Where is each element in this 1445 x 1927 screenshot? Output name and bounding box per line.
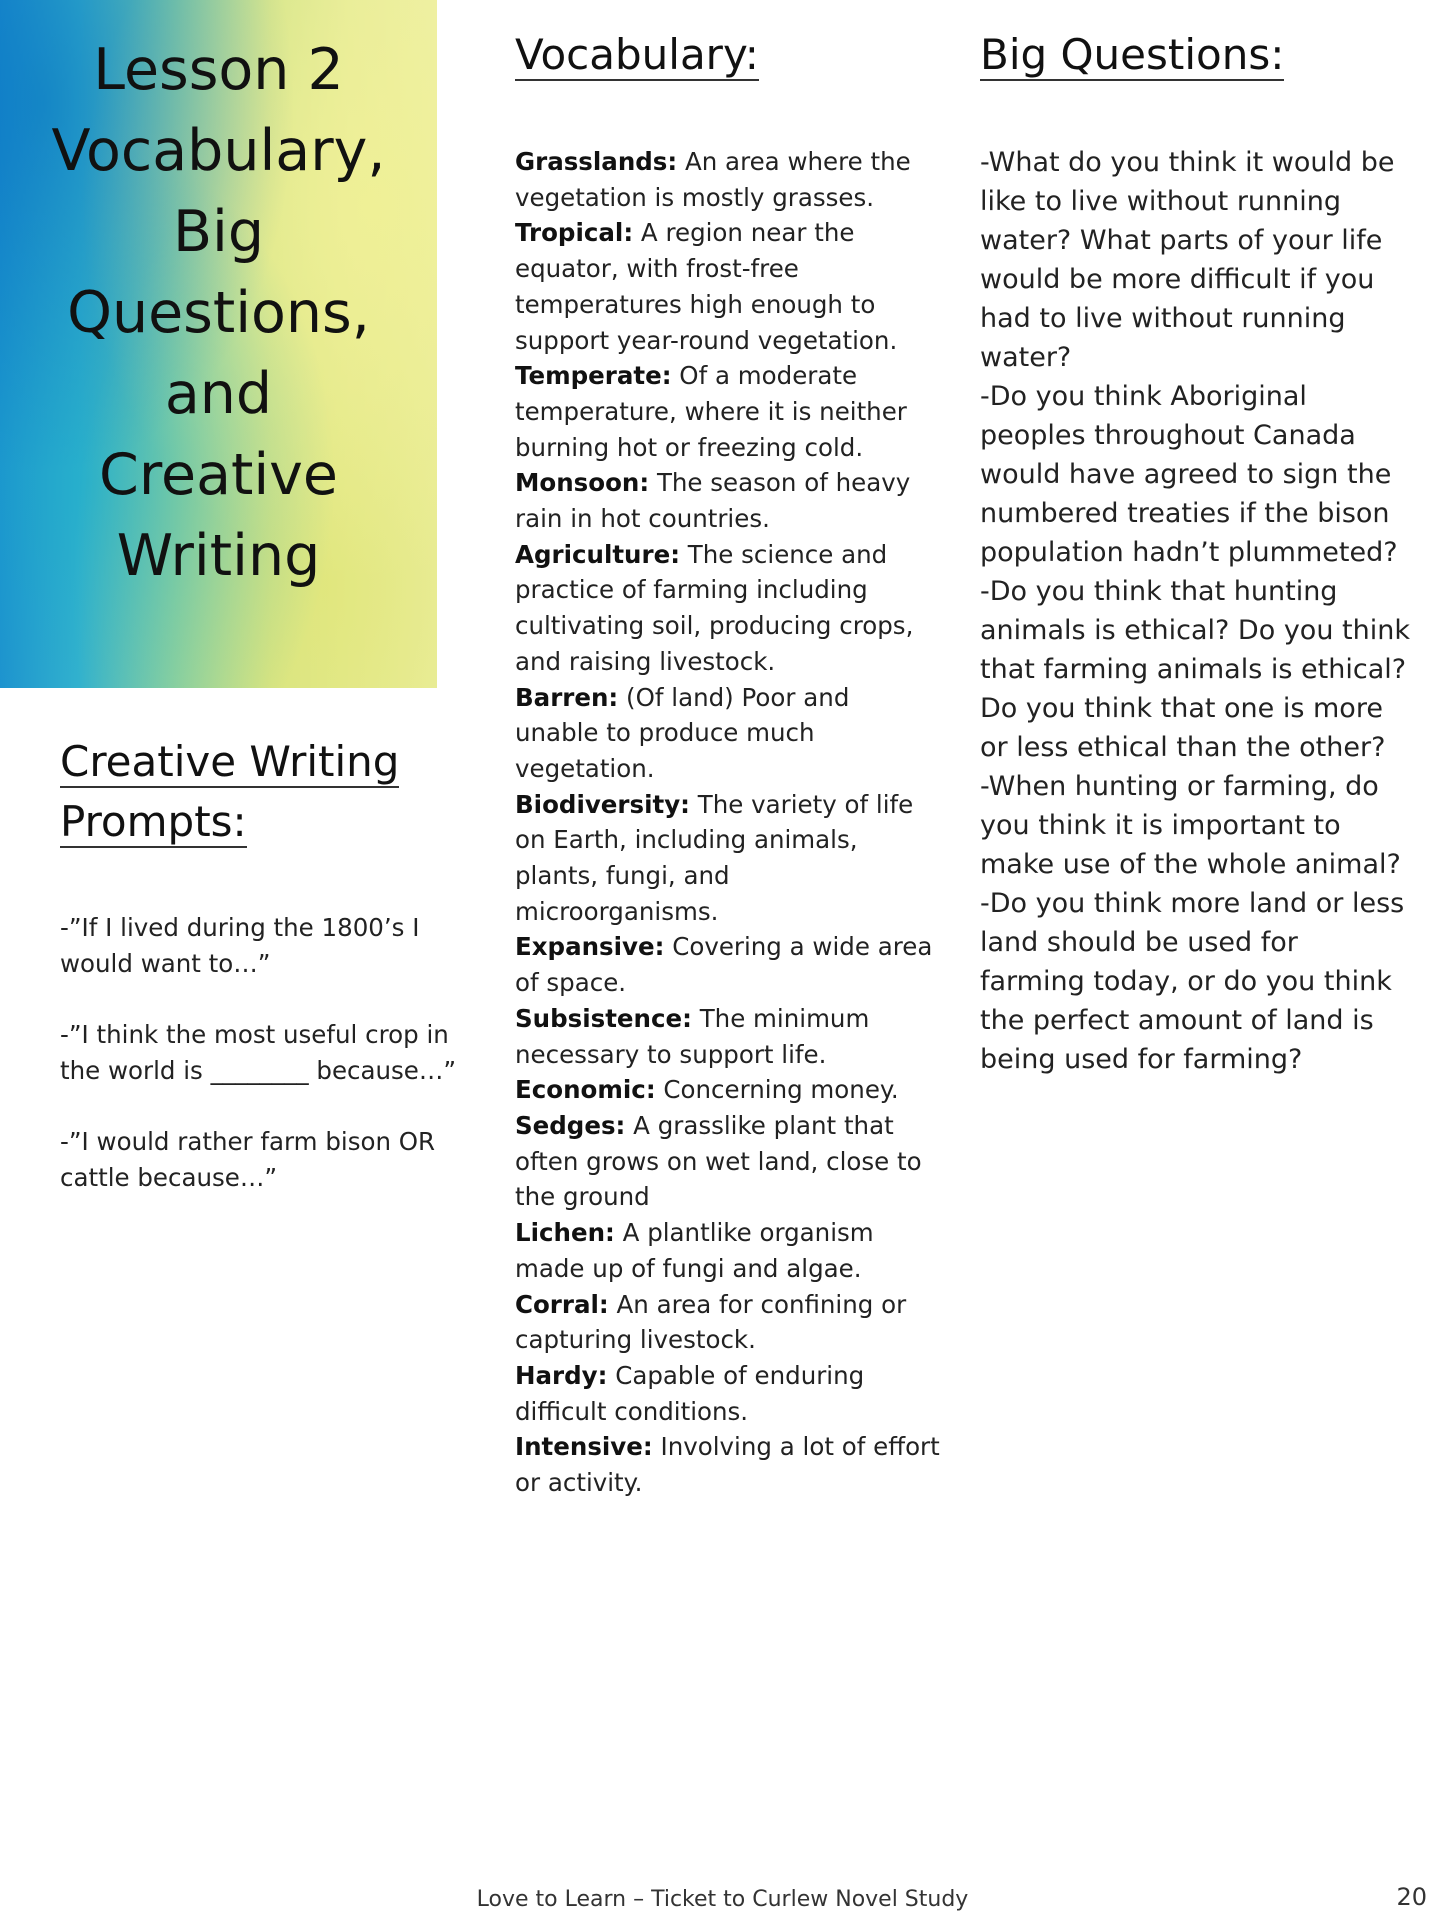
vocabulary-term: Corral: <box>515 1289 609 1319</box>
vocabulary-heading <box>515 25 759 85</box>
vocabulary-item <box>515 680 940 787</box>
vocabulary-term: Expansive: <box>515 932 665 962</box>
vocabulary-term: Hardy: <box>515 1360 608 1390</box>
vocabulary-definition: An area where the vegetation is mostly grasses. <box>515 147 911 212</box>
lesson-title-line: Lesson 2 <box>93 37 344 103</box>
vocabulary-definition: The season of heavy rain in hot countries. <box>515 468 911 534</box>
vocabulary-item <box>515 1072 940 1108</box>
vocabulary-term: Tropical: <box>515 218 634 248</box>
vocabulary-term: Agriculture: <box>515 539 680 569</box>
vocabulary-term: Temperate: <box>515 361 672 391</box>
vocabulary-item <box>515 929 940 1000</box>
vocabulary-term: Sedges: <box>515 1110 626 1140</box>
creative-writing-prompts <box>60 910 480 1231</box>
writing-prompt: -”I think the most useful crop in the world is ________ because…” <box>60 1020 457 1085</box>
vocabulary-heading-text: Vocabulary: <box>515 30 759 79</box>
big-questions-heading-text: Big Questions: <box>980 30 1285 79</box>
vocabulary-definition: A plantlike organism made up of fungi and algae. <box>515 1218 874 1283</box>
vocabulary-item <box>515 1215 940 1286</box>
big-question-item: -Do you think Aboriginal peoples throughout Canada would have agreed to sign the numbered treaties if the bison population hadn’t plummeted? <box>980 381 1398 568</box>
vocabulary-term: Subsistence: <box>515 1003 692 1033</box>
vocabulary-term: Economic: <box>515 1075 656 1105</box>
vocabulary-definition: The minimum necessary to support life. <box>515 1003 870 1069</box>
vocabulary-definition: Involving a lot of effort or activity. <box>515 1432 940 1498</box>
lesson-title-line: Big <box>172 199 265 265</box>
vocabulary-item <box>515 215 940 358</box>
big-question-item: -What do you think it would be like to live without running water? What parts of your life would be more difficult if you had to live without running water? <box>980 147 1395 373</box>
lesson-title-line: Questions, <box>67 280 370 346</box>
writing-prompt: -”I would rather farm bison OR cattle because…” <box>60 1127 436 1192</box>
vocabulary-definition: The variety of life on Earth, including animals, plants, fungi, and microorganisms. <box>515 789 914 926</box>
vocabulary-item <box>515 1287 940 1358</box>
vocabulary-definition: Of a moderate temperature, where it is neither burning hot or freezing cold. <box>515 361 907 462</box>
big-question-item: -Do you think that hunting animals is ethical? Do you think that farming animals is ethical? Do you think that one is more or less ethical than the other? <box>980 576 1410 763</box>
vocabulary-definition: A grasslike plant that often grows on wet land, close to the ground <box>515 1110 922 1212</box>
vocabulary-item <box>515 1358 940 1429</box>
vocabulary-term: Monsoon: <box>515 468 650 498</box>
footer-text: Love to Learn – Ticket to Curlew Novel Study <box>476 1887 969 1912</box>
writing-prompt: -”If I lived during the 1800’s I would want to…” <box>60 913 420 978</box>
vocabulary-item <box>515 537 940 680</box>
creative-writing-heading-line: Creative Writing <box>60 737 400 786</box>
vocabulary-definition: Concerning money. <box>663 1075 899 1105</box>
vocabulary-term: Grasslands: <box>515 147 678 176</box>
vocabulary-item <box>515 1001 940 1072</box>
vocabulary-item <box>515 1108 940 1215</box>
lesson-title-line: Creative <box>99 442 338 508</box>
vocabulary-item <box>515 465 940 536</box>
vocabulary-term: Biodiversity: <box>515 789 690 819</box>
creative-writing-heading <box>60 732 440 852</box>
vocabulary-definition: Covering a wide area of space. <box>515 932 933 998</box>
lesson-title <box>0 30 437 597</box>
vocabulary-item <box>515 358 940 465</box>
page-number: 20 <box>1396 1883 1427 1911</box>
big-questions-heading <box>980 25 1284 85</box>
vocabulary-definition: (Of land) Poor and unable to produce much vegetation. <box>515 682 850 783</box>
creative-writing-heading-line: Prompts: <box>60 797 247 846</box>
big-question-item: -Do you think more land or less land should be used for farming today, or do you think the perfect amount of land is being used for farming? <box>980 888 1405 1075</box>
big-question-item: -When hunting or farming, do you think it is important to make use of the whole animal? <box>980 771 1401 880</box>
big-questions-list <box>980 143 1410 1079</box>
vocabulary-definition: Capable of enduring difficult conditions. <box>515 1360 865 1426</box>
lesson-title-line: Vocabulary, <box>51 118 386 184</box>
vocabulary-item <box>515 787 940 930</box>
vocabulary-item <box>515 1429 940 1500</box>
vocabulary-definition: The science and practice of farming including cultivating soil, producing crops, and raising livestock. <box>515 539 914 676</box>
vocabulary-list <box>515 144 940 1501</box>
vocabulary-term: Lichen: <box>515 1218 615 1248</box>
vocabulary-definition: An area for confining or capturing livestock. <box>515 1289 907 1355</box>
lesson-title-line: Writing <box>116 523 321 589</box>
vocabulary-definition: A region near the equator, with frost-free temperatures high enough to support year-round vegetation. <box>515 218 898 355</box>
vocabulary-item <box>515 144 940 215</box>
title-panel <box>0 0 437 688</box>
vocabulary-term: Barren: <box>515 682 619 712</box>
vocabulary-term: Intensive: <box>515 1432 653 1462</box>
lesson-title-line: and <box>164 361 273 427</box>
